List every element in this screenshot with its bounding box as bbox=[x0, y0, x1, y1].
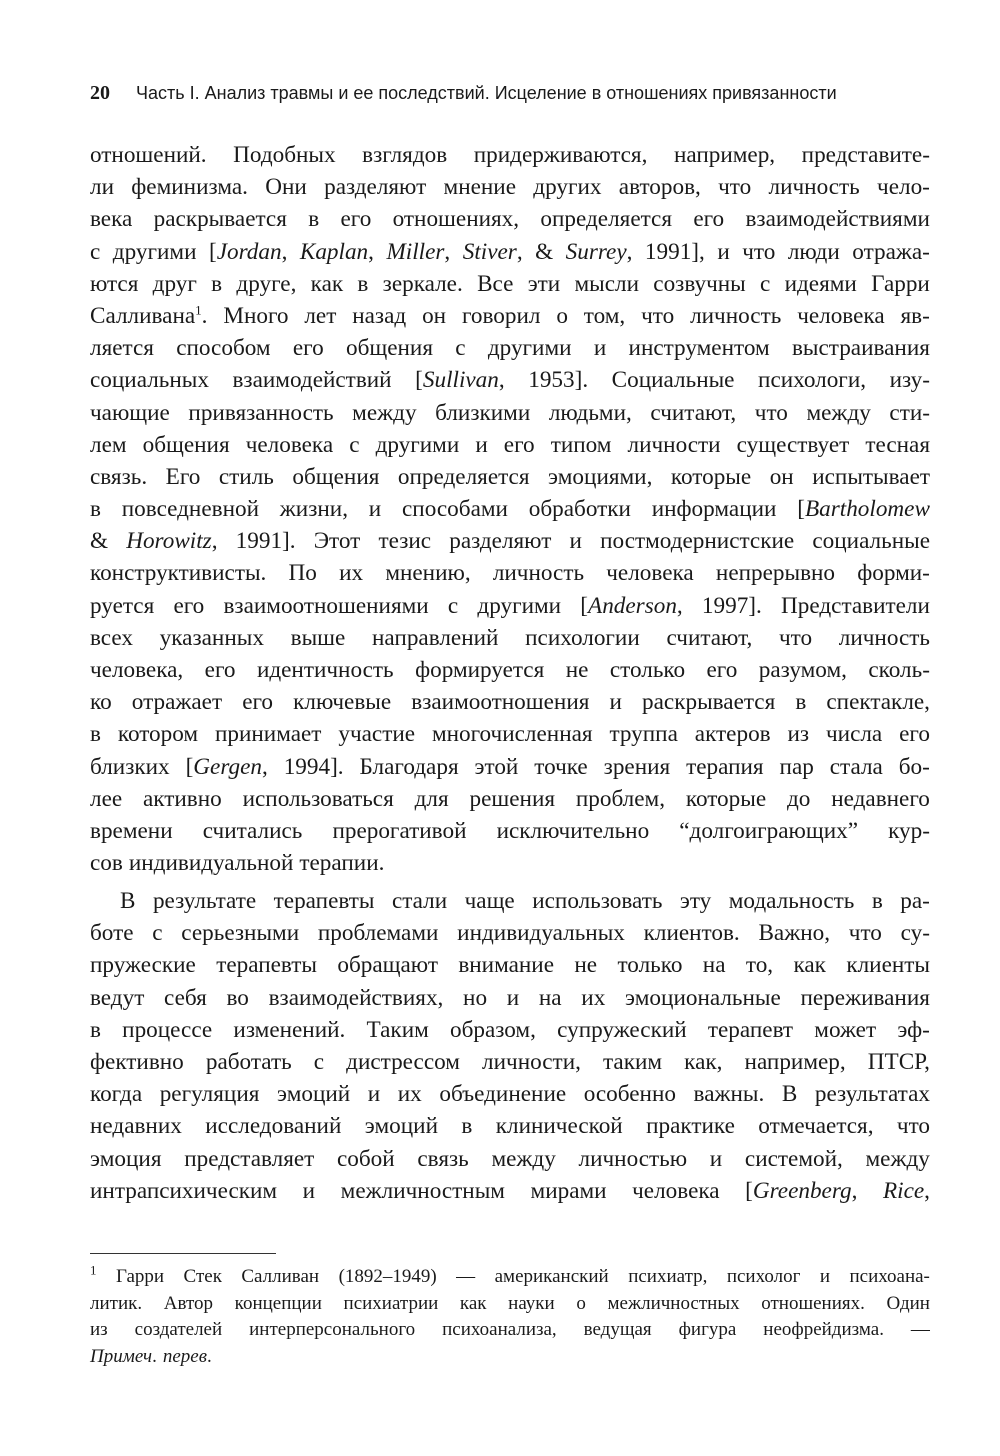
page-number: 20 bbox=[90, 82, 110, 104]
text-line: В результате терапевты стали чаще использовать эту модальность в ра- bbox=[120, 888, 930, 914]
running-title: Часть I. Анализ травмы и ее последствий. Исцеление в отношениях привязанности bbox=[136, 83, 837, 103]
text-line: $^1$ Гарри Стек Салливан (1892–1949) — американский психиатр, психолог и психоана- bbox=[90, 1262, 930, 1287]
text-line: из создателей интерперсонального психоанализа, ведущая фигура неофрейдизма. — bbox=[90, 1319, 930, 1340]
text-line: ются друг в друге, как в зеркале. Все эти мысли созвучны с идеями Гарри bbox=[90, 270, 930, 297]
text-line: эмоция представляет собой связь между личностью и системой, между bbox=[90, 1145, 930, 1172]
text-line: лее активно использоваться для решения проблем, которые до недавнего bbox=[90, 785, 930, 812]
text-line: в повседневной жизни, и способами обработки информации [Bartholomew bbox=[90, 496, 930, 523]
text-line: в котором принимает участие многочисленная труппа актеров из числа его bbox=[90, 721, 930, 748]
text-line: с другими [Jordan, Kaplan, Miller, Stiver, & Surrey, 1991], и что люди отража- bbox=[90, 238, 930, 265]
text-line: связь. Его стиль общения определяется эмоциями, которые он испытывает bbox=[90, 463, 930, 490]
body-paragraph-2 bbox=[90, 885, 930, 1207]
text-line: века раскрывается в его отношениях, определяется его взаимодействиями bbox=[90, 206, 930, 233]
body-paragraph-1 bbox=[90, 139, 930, 879]
text-line: лем общения человека с другими и его типом личности существует тесная bbox=[90, 431, 930, 458]
text-line: сов индивидуальной терапии. bbox=[90, 850, 385, 877]
text-line: всех указанных выше направлений психологии считают, что личность bbox=[90, 624, 930, 651]
text-line: ведут себя во взаимодействиях, но и на их эмоциональные переживания bbox=[90, 984, 930, 1011]
footnote bbox=[90, 1264, 930, 1370]
text-line: интрапсихическим и межличностным мирами человека [Greenberg, Rice, bbox=[90, 1177, 930, 1204]
text-line: руется его взаимоотношениями с другими [Anderson, 1997]. Представители bbox=[90, 592, 930, 619]
text-line: ли феминизма. Они разделяют мнение других авторов, что личность чело- bbox=[90, 174, 930, 201]
text-line: когда регуляция эмоций и их объединение особенно важны. В результатах bbox=[90, 1081, 930, 1108]
text-line: времени считались прерогативой исключительно “долгоиграющих” кур- bbox=[90, 817, 930, 844]
running-header bbox=[90, 80, 910, 106]
text-line: пружеские терапевты обращают внимание не только на то, как клиенты bbox=[90, 952, 930, 979]
text-line: ляется способом его общения с другими и инструментом выстраивания bbox=[90, 335, 930, 362]
text-line: недавних исследований эмоций в клинической практике отмечается, что bbox=[90, 1113, 930, 1140]
text-line: фективно работать с дистрессом личности, таким как, например, ПТСР, bbox=[90, 1048, 930, 1075]
text-line: человека, его идентичность формируется не столько его разумом, сколь- bbox=[90, 657, 930, 683]
text-line: чающие привязанность между близкими людьми, считают, что между сти- bbox=[90, 399, 930, 426]
text-line: Салливана$^1$. Много лет назад он говорил о том, что личность человека яв- bbox=[90, 302, 930, 329]
footnote-separator bbox=[90, 1253, 276, 1254]
text-line: социальных взаимодействий [Sullivan, 1953]. Социальные психологи, изу- bbox=[90, 367, 930, 394]
text-line: отношений. Подобных взглядов придерживаются, например, представите- bbox=[90, 142, 930, 168]
text-line: в процессе изменений. Таким образом, супружеский терапевт может эф- bbox=[90, 1016, 930, 1043]
text-line: ко отражает его ключевые взаимоотношения и раскрывается в спектакле, bbox=[90, 689, 930, 716]
text-line: конструктивисты. По их мнению, личность человека непрерывно форми- bbox=[90, 560, 930, 587]
text-line: близких [Gergen, 1994]. Благодаря этой точке зрения терапия пар стала бо- bbox=[90, 753, 930, 780]
text-line: литик. Автор концепции психиатрии как науки о межличностных отношениях. Один bbox=[90, 1292, 930, 1314]
text-line: боте с серьезными проблемами индивидуальных клиентов. Важно, что су- bbox=[90, 920, 930, 947]
text-line: Примеч. перев. bbox=[90, 1345, 212, 1367]
text-line: & Horowitz, 1991]. Этот тезис разделяют и постмодернистские социальные bbox=[90, 528, 930, 555]
